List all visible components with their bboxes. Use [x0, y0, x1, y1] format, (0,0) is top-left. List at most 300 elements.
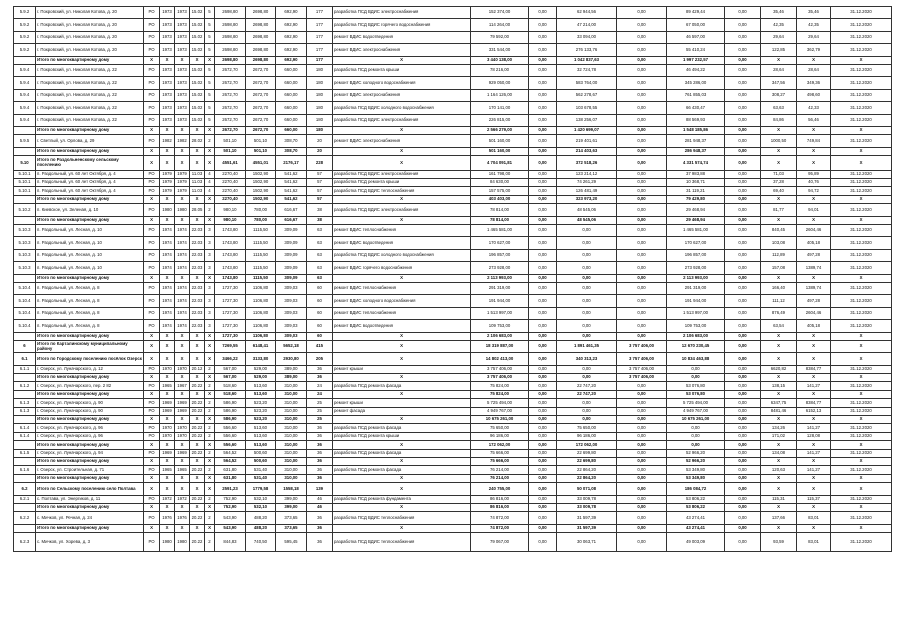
work-type-cell: ремонт ВДИС электроснабжения — [333, 44, 471, 56]
table-cell: 20.22 — [190, 399, 205, 407]
table-cell: 0,00 — [725, 374, 761, 382]
table-cell: 94,72 — [797, 187, 831, 195]
table-cell: 1973 — [175, 44, 190, 56]
table-cell: 157 575,00 — [471, 187, 529, 195]
table-cell: X — [797, 441, 831, 449]
address-cell: п. Раздольный, ул. Лесная, д. 8 — [36, 320, 144, 332]
table-cell: 15.02 — [190, 102, 205, 114]
table-cell: 749,84 — [797, 135, 831, 147]
total-row — [14, 156, 892, 171]
table-cell: 22 699,80 — [557, 458, 617, 466]
table-cell: 170 141,00 — [471, 102, 529, 114]
table-cell: 22.03 — [190, 262, 205, 274]
table-cell: X — [190, 340, 205, 352]
table-cell: 161 798,00 — [471, 170, 529, 178]
table-cell: 2698,80 — [215, 31, 246, 43]
table-cell: X — [205, 503, 215, 511]
table-cell: 2176,17 — [276, 156, 307, 171]
table-cell: 28,64 — [761, 64, 797, 76]
table-cell: 18 319 887,00 — [471, 340, 529, 352]
table-cell: 0,00 — [725, 237, 761, 249]
table-cell: X — [160, 274, 175, 282]
table-cell: 1965 — [160, 382, 175, 390]
table-cell: 5.10.4 — [14, 320, 36, 332]
table-cell: 2 — [205, 495, 215, 503]
table-row — [14, 237, 892, 249]
table-cell: 740,50 — [246, 533, 276, 552]
table-cell: X — [144, 503, 160, 511]
table-cell: 8481,46 — [761, 407, 797, 415]
table-cell: 3 — [205, 249, 215, 261]
table-cell: 513,60 — [246, 382, 276, 390]
table-cell: X — [190, 441, 205, 449]
table-cell: 53 349,80 — [667, 474, 725, 482]
table-cell: 79 429,80 — [667, 195, 725, 203]
table-cell: 501 160,00 — [471, 147, 529, 155]
table-cell: 20.22 — [190, 407, 205, 415]
table-cell: РО — [144, 89, 160, 101]
table-cell: 49 003,09 — [667, 533, 725, 552]
total-row — [14, 416, 892, 424]
table-cell: 20.22 — [190, 533, 205, 552]
total-row — [14, 56, 892, 64]
table-cell: 57 — [307, 195, 333, 203]
table-cell: X — [160, 374, 175, 382]
table-cell: 1743,80 — [215, 262, 246, 274]
table-cell: 53 076,80 — [667, 382, 725, 390]
table-cell: 63 — [307, 225, 333, 237]
table-cell: X — [761, 441, 797, 449]
table-cell: 83,01 — [797, 512, 831, 524]
total-row — [14, 274, 892, 282]
table-cell: 523,20 — [246, 407, 276, 415]
table-cell: 3 757 406,00 — [471, 374, 529, 382]
table-cell: 0,00 — [617, 262, 667, 274]
table-cell: 0,00 — [529, 374, 557, 382]
table-cell: X — [144, 458, 160, 466]
table-cell: 273 928,00 — [471, 262, 529, 274]
table-cell: 5.9.2 — [14, 44, 36, 56]
table-cell: 10 675 261,00 — [667, 416, 725, 424]
table-cell: 2672,70 — [246, 89, 276, 101]
table-cell: 31.12.2020 — [831, 399, 892, 407]
table-cell: 1115,50 — [246, 237, 276, 249]
table-cell: 15.02 — [190, 31, 205, 43]
table-cell: X — [160, 483, 175, 495]
table-cell: 42,33 — [797, 102, 831, 114]
table-cell: 309,09 — [276, 237, 307, 249]
table-cell: 2 — [205, 466, 215, 474]
work-type-cell: ремонт фасада — [333, 407, 471, 415]
table-cell: 31.12.2020 — [831, 365, 892, 373]
table-row — [14, 19, 892, 31]
table-cell: 5 — [205, 31, 215, 43]
table-cell: 5.10.2 — [14, 204, 36, 216]
table-cell: 1970 — [160, 424, 175, 432]
table-cell: X — [160, 126, 175, 134]
table-cell: 40,76 — [797, 179, 831, 187]
table-row — [14, 495, 892, 503]
table-cell: 0,00 — [725, 7, 761, 19]
work-type-cell: X — [333, 56, 471, 64]
table-cell: 0,00 — [725, 307, 761, 319]
table-cell: 1974 — [175, 249, 190, 261]
table-cell: 5 — [205, 7, 215, 19]
table-cell: 929 050,00 — [471, 77, 529, 89]
table-cell: 1974 — [160, 320, 175, 332]
table-cell: X — [831, 524, 892, 532]
table-cell: 3 757 406,00 — [471, 365, 529, 373]
table-cell: X — [205, 474, 215, 482]
table-cell: 60 — [307, 295, 333, 307]
table-cell: 0,00 — [529, 495, 557, 503]
address-cell: п. Раздольный, ул. 60 лет Октября, д. 4 — [36, 170, 144, 178]
table-cell: X — [144, 353, 160, 365]
table-cell: 286 948,37 — [667, 147, 725, 155]
table-cell: 126 481,49 — [557, 187, 617, 195]
table-cell: РО — [144, 7, 160, 19]
table-cell — [14, 474, 36, 482]
table-cell: 0,00 — [617, 204, 667, 216]
table-cell: 310,00 — [276, 407, 307, 415]
table-cell: X — [175, 156, 190, 171]
table-cell: 172 062,00 — [471, 441, 529, 449]
table-cell — [14, 458, 36, 466]
table-cell: 1979 — [160, 170, 175, 178]
table-cell: РО — [144, 449, 160, 457]
table-cell: 31.12.2020 — [831, 135, 892, 147]
table-cell: 532,10 — [246, 503, 276, 511]
table-cell: X — [205, 353, 215, 365]
table-cell: 25 — [307, 416, 333, 424]
table-cell: 0,00 — [617, 187, 667, 195]
table-cell: 31.12.2020 — [831, 225, 892, 237]
table-cell: 0,00 — [617, 216, 667, 224]
table-cell: 2 — [205, 512, 215, 524]
table-cell: 177 — [307, 31, 333, 43]
table-cell: 1743,80 — [215, 249, 246, 261]
table-cell: 0,00 — [529, 44, 557, 56]
table-cell: 22 747,20 — [557, 390, 617, 398]
work-type-cell: разработка ПСД ВДИС электроснабжения — [333, 204, 471, 216]
address-cell: с. Мичков, ул. Хорева, д. 3 — [36, 533, 144, 552]
table-cell: 0,00 — [557, 237, 617, 249]
table-cell: 33 009,78 — [557, 503, 617, 511]
table-cell: 0,00 — [557, 262, 617, 274]
table-cell: 0,00 — [725, 179, 761, 187]
table-cell: 5 — [205, 114, 215, 126]
table-cell: 1976 — [175, 512, 190, 524]
table-cell: 2 — [205, 533, 215, 552]
table-cell: 2698,80 — [246, 44, 276, 56]
table-cell: 5.9.4 — [14, 102, 36, 114]
table-cell: 109 753,00 — [667, 320, 725, 332]
table-cell: 69,40 — [761, 187, 797, 195]
table-cell: 373,65 — [276, 512, 307, 524]
table-cell: 541,62 — [276, 195, 307, 203]
table-cell: 5 — [205, 19, 215, 31]
table-cell: 20.22 — [190, 432, 205, 440]
table-cell: 180 — [307, 89, 333, 101]
table-cell: X — [761, 458, 797, 466]
table-cell: 0,00 — [725, 332, 761, 340]
table-cell: 53 076,80 — [667, 390, 725, 398]
table-cell: 5.10 — [14, 156, 36, 171]
table-cell: 1969 — [160, 399, 175, 407]
address-cell: г. Озерск, ул. Луначарского, д. 96 — [36, 432, 144, 440]
table-cell: 177 — [307, 44, 333, 56]
table-cell: РО — [144, 533, 160, 552]
table-cell: 3 — [205, 295, 215, 307]
table-cell: 47 214,00 — [557, 19, 617, 31]
table-cell: 0,00 — [617, 19, 667, 31]
table-cell: 0,00 — [557, 307, 617, 319]
table-cell: X — [797, 56, 831, 64]
table-cell: 2698,80 — [215, 56, 246, 64]
table-cell: 501 160,00 — [471, 135, 529, 147]
table-cell: 114 264,00 — [471, 19, 529, 31]
table-cell: X — [144, 147, 160, 155]
table-cell: 0,00 — [725, 195, 761, 203]
address-cell: п. Раздольный, ул. Лесная, д. 8 — [36, 295, 144, 307]
table-cell: X — [797, 353, 831, 365]
table-cell: 22 747,20 — [557, 382, 617, 390]
table-cell: 0,00 — [529, 512, 557, 524]
table-cell: РО — [144, 495, 160, 503]
table-cell: 291 319,00 — [667, 282, 725, 294]
table-cell: РО — [144, 512, 160, 524]
table-cell: 177 — [307, 7, 333, 19]
table-cell: РО — [144, 31, 160, 43]
table-cell: X — [144, 274, 160, 282]
table-cell: 0,00 — [617, 332, 667, 340]
table-cell: 0,00 — [725, 365, 761, 373]
table-cell: 0,00 — [557, 416, 617, 424]
table-cell: 513,60 — [246, 424, 276, 432]
table-row — [14, 307, 892, 319]
table-row — [14, 31, 892, 43]
table-cell: 25 — [307, 399, 333, 407]
table-cell: 0,00 — [529, 135, 557, 147]
table-cell: X — [160, 195, 175, 203]
table-cell: 1976 — [160, 512, 175, 524]
table-cell: 0,00 — [529, 399, 557, 407]
table-row — [14, 204, 892, 216]
table-cell: 219 401,61 — [557, 135, 617, 147]
table-cell: 0,00 — [557, 249, 617, 261]
table-cell: 7269,55 — [215, 340, 246, 352]
table-cell: 139 — [307, 483, 333, 495]
table-cell: 0,00 — [725, 44, 761, 56]
table-cell: 46 — [307, 503, 333, 511]
table-cell: 2672,70 — [215, 102, 246, 114]
table-cell: 2672,70 — [215, 77, 246, 89]
table-cell: 567,00 — [215, 374, 246, 382]
table-cell: 3 757 406,00 — [617, 353, 667, 365]
table-cell: 518,60 — [215, 382, 246, 390]
table-cell: 57 — [307, 187, 333, 195]
address-cell: Итого по многоквартирному дому — [36, 503, 144, 511]
table-cell: 1970 — [175, 424, 190, 432]
table-cell: 5652,18 — [276, 340, 307, 352]
table-cell: 2672,70 — [215, 126, 246, 134]
table-cell: 53 806,22 — [667, 495, 725, 503]
table-cell: 0,00 — [725, 204, 761, 216]
table-cell: 63 — [307, 274, 333, 282]
table-cell: 36 — [307, 365, 333, 373]
table-cell: 0,00 — [725, 524, 761, 532]
table-cell: 228 — [307, 156, 333, 171]
table-row — [14, 135, 892, 147]
address-cell: Итого по многоквартирному дому — [36, 56, 144, 64]
table-cell: 1743,80 — [215, 237, 246, 249]
table-cell: 84,86 — [761, 114, 797, 126]
table-cell: X — [175, 524, 190, 532]
table-cell: X — [831, 458, 892, 466]
work-type-cell: разработка ПСД ремонта крыши — [333, 432, 471, 440]
table-cell: 0,00 — [529, 31, 557, 43]
table-cell: 523,20 — [246, 416, 276, 424]
table-cell: 31.12.2020 — [831, 249, 892, 261]
table-cell: 74 261,29 — [557, 179, 617, 187]
table-cell: X — [761, 416, 797, 424]
table-cell: 1973 — [175, 102, 190, 114]
table-cell: 138,15 — [761, 382, 797, 390]
table-cell: 0,00 — [529, 424, 557, 432]
table-cell: 1970 — [160, 365, 175, 373]
table-cell: 1558,18 — [276, 483, 307, 495]
table-cell: 3 — [205, 320, 215, 332]
table-cell: 1974 — [175, 320, 190, 332]
table-cell: X — [175, 353, 190, 365]
table-cell: X — [831, 390, 892, 398]
table-cell: X — [175, 503, 190, 511]
table-cell: 196 857,00 — [667, 249, 725, 261]
table-cell: 3 440 138,00 — [471, 56, 529, 64]
table-cell: X — [175, 147, 190, 155]
table-row — [14, 7, 892, 19]
table-cell: 0,00 — [529, 407, 557, 415]
table-cell: 0,00 — [617, 135, 667, 147]
table-cell: X — [831, 474, 892, 482]
table-cell: 0,00 — [725, 187, 761, 195]
table-cell: 60 — [307, 320, 333, 332]
table-cell: 309,09 — [276, 225, 307, 237]
table-cell: 0,00 — [617, 7, 667, 19]
table-row — [14, 44, 892, 56]
table-cell: X — [205, 274, 215, 282]
table-cell: 3 — [205, 262, 215, 274]
table-cell: РО — [144, 187, 160, 195]
table-cell: 5.9.4 — [14, 89, 36, 101]
table-cell: 0,00 — [529, 225, 557, 237]
table-cell: 0,00 — [617, 512, 667, 524]
table-cell: X — [190, 353, 205, 365]
table-cell: 2698,80 — [246, 56, 276, 64]
table-cell: 513,60 — [246, 390, 276, 398]
table-cell — [14, 374, 36, 382]
table-cell: 6.2.1 — [14, 495, 36, 503]
table-cell: X — [175, 416, 190, 424]
table-cell: X — [190, 274, 205, 282]
table-cell: 501,10 — [215, 135, 246, 147]
table-cell: 1980 — [175, 204, 190, 216]
address-cell: п. Киевское, ул. Зеленая, д. 10 — [36, 204, 144, 216]
table-cell: 0,00 — [617, 382, 667, 390]
table-cell: 24 — [307, 390, 333, 398]
table-cell: 310,00 — [276, 382, 307, 390]
address-cell: Итого по многоквартирному дому — [36, 416, 144, 424]
table-cell: 5.10.3 — [14, 249, 36, 261]
table-cell: 0,00 — [617, 126, 667, 134]
table-cell: 0,00 — [725, 503, 761, 511]
table-cell: 94,01 — [797, 204, 831, 216]
table-cell: X — [205, 147, 215, 155]
table-cell: X — [797, 416, 831, 424]
table-cell: X — [144, 126, 160, 134]
table-cell: X — [831, 441, 892, 449]
table-cell: 4551,01 — [246, 156, 276, 171]
address-cell: г. Покровский, ул. Николая Котова, д. 22 — [36, 89, 144, 101]
table-cell: 75 666,00 — [471, 458, 529, 466]
table-cell: 389,00 — [276, 374, 307, 382]
table-cell: 0,00 — [725, 225, 761, 237]
table-cell: X — [797, 274, 831, 282]
table-cell: 0,00 — [617, 483, 667, 495]
table-cell: X — [190, 195, 205, 203]
table-cell: РО — [144, 204, 160, 216]
table-cell: 6.1.2 — [14, 382, 36, 390]
table-cell: 660,00 — [276, 114, 307, 126]
table-cell: 191 944,00 — [667, 295, 725, 307]
table-cell: X — [797, 156, 831, 171]
table-cell: 347,56 — [761, 77, 797, 89]
table-cell: 48 545,06 — [557, 216, 617, 224]
table-cell: X — [761, 216, 797, 224]
address-cell: г. Покровский, ул. Николая Котова, д. 20 — [36, 44, 144, 56]
table-cell: 3 — [205, 225, 215, 237]
work-type-cell: разработка ПСД ремонта крыши — [333, 179, 471, 187]
table-cell: РО — [144, 399, 160, 407]
table-cell: 0,00 — [617, 524, 667, 532]
table-cell: X — [144, 332, 160, 340]
table-cell: 1973 — [175, 31, 190, 43]
table-cell: 5 — [205, 77, 215, 89]
table-cell: 31.12.2020 — [831, 533, 892, 552]
table-cell: 48 545,06 — [557, 204, 617, 216]
table-row — [14, 512, 892, 524]
table-cell: 191 944,00 — [471, 295, 529, 307]
table-cell: X — [190, 503, 205, 511]
table-cell: 0,00 — [529, 416, 557, 424]
table-cell: 513,60 — [246, 441, 276, 449]
table-cell: 3 — [205, 282, 215, 294]
address-cell: п. Раздольный, ул. Лесная, д. 10 — [36, 225, 144, 237]
table-cell: 76 214,00 — [471, 474, 529, 482]
table-cell: 36 — [307, 432, 333, 440]
table-cell — [14, 416, 36, 424]
table-cell: 22 699,80 — [557, 449, 617, 457]
table-cell: 50 071,08 — [557, 483, 617, 495]
table-cell: 0,00 — [529, 64, 557, 76]
table-cell: X — [797, 390, 831, 398]
table-cell: 2 566 279,00 — [471, 126, 529, 134]
table-cell: 152 374,00 — [471, 7, 529, 19]
table-cell: 5.9.4 — [14, 77, 36, 89]
table-cell: 0,00 — [529, 170, 557, 178]
address-cell: Итого по многоквартирному дому — [36, 195, 144, 203]
table-cell: 180 — [307, 64, 333, 76]
